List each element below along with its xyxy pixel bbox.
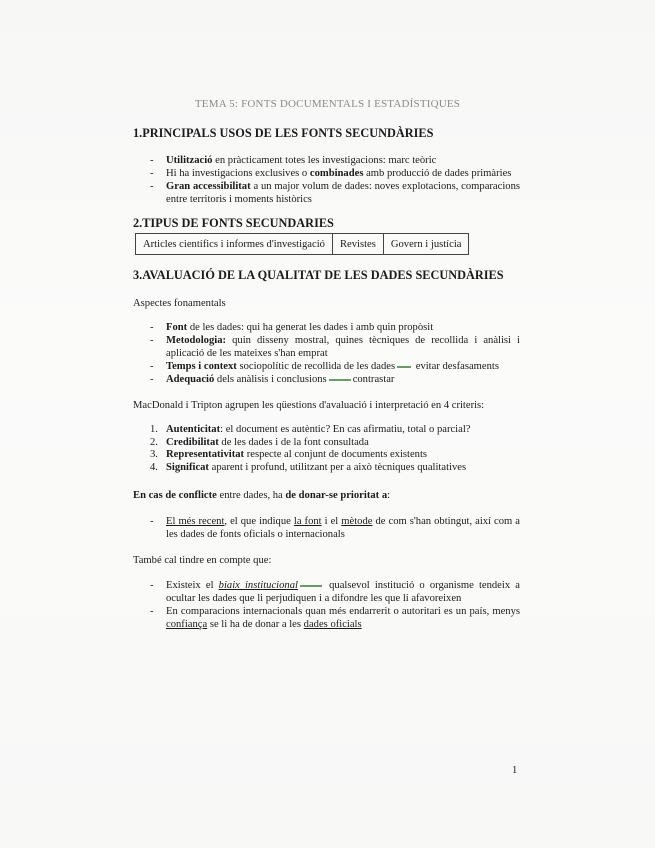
- aspects-list: [150, 321, 520, 386]
- list-item: 3. Representativitat respecte al conjunt de documents existents: [150, 449, 428, 460]
- list-item: - En comparacions internacionals quan més endarrerit o autoritari es un país, menys confiança se li ha de donar a les dades oficials: [150, 605, 520, 631]
- macdonald-paragraph: MacDonald i Tripton agrupen les qüestions d'avaluació i interpretació en 4 criteris:: [133, 400, 485, 411]
- criteria-list: [150, 424, 530, 474]
- type-cell: Govern i justícia: [383, 234, 469, 255]
- list-item: 4. Significat aparent i profund, utilitzant per a això tècniques qualitatives: [150, 461, 467, 473]
- types-table: [135, 233, 469, 255]
- section1-list: [150, 154, 520, 206]
- conflict-list: [150, 515, 520, 541]
- type-cell: Revistes: [332, 234, 383, 255]
- type-cell: Articles científics i informes d'investigació: [136, 234, 333, 255]
- also-list: [150, 579, 520, 631]
- section1-heading: 1.PRINCIPALS USOS DE LES FONTS SECUNDÀRIES: [133, 126, 434, 140]
- list-item: - Metodologia: quin disseny mostral, quines tècniques de recollida i anàlisi i aplicació de les mateixes s'han emprat: [150, 334, 520, 360]
- list-item: - Utilització en pràcticament totes les investigacions: marc teòric: [150, 154, 520, 167]
- arrow-icon: [329, 379, 351, 381]
- section3-heading: 3.AVALUACIÓ DE LA QUALITAT DE LES DADES SECUNDÀRIES: [133, 268, 504, 282]
- arrow-icon: [397, 366, 411, 368]
- also-label: També cal tindre en compte que:: [133, 555, 272, 566]
- list-item: 1. Autenticitat: el document es autèntic? En cas afirmatiu, total o parcial?: [150, 424, 471, 435]
- list-item: - Adequació dels anàlisis i conclusions contrastar: [150, 373, 520, 386]
- list-item: - Hi ha investigacions exclusives o combinades amb producció de dades primàries: [150, 167, 520, 180]
- arrow-icon: [300, 585, 322, 587]
- list-item: - El més recent, el que indique la font i el mètode de com s'han obtingut, així com a les dades de fonts oficials o internacionals: [150, 515, 520, 541]
- section2-heading: 2.TIPUS DE FONTS SECUNDARIES: [133, 216, 334, 230]
- list-item: - Existeix el biaix institucional qualsevol institució o organisme tendeix a ocultar les dades que li perjudiquen i a difondre les que li afavoreixen: [150, 579, 520, 605]
- page-number: 1: [512, 765, 518, 776]
- list-item: 2. Credibilitat de les dades i de la font consultada: [150, 436, 369, 448]
- page-title: TEMA 5: FONTS DOCUMENTALS I ESTADÍSTIQUES: [194, 98, 461, 110]
- list-item: - Gran accessibilitat a un major volum de dades: noves explotacions, comparacions entre territoris i moments històrics: [150, 180, 520, 206]
- list-item: - Temps i context sociopolític de recollida de les dades evitar desfasaments: [150, 360, 520, 373]
- list-item: - Font de les dades: qui ha generat les dades i amb quin propòsit: [150, 321, 520, 334]
- aspects-label: Aspectes fonamentals: [133, 298, 226, 309]
- conflict-paragraph: En cas de conflicte entre dades, ha de donar-se prioritat a:: [133, 490, 391, 501]
